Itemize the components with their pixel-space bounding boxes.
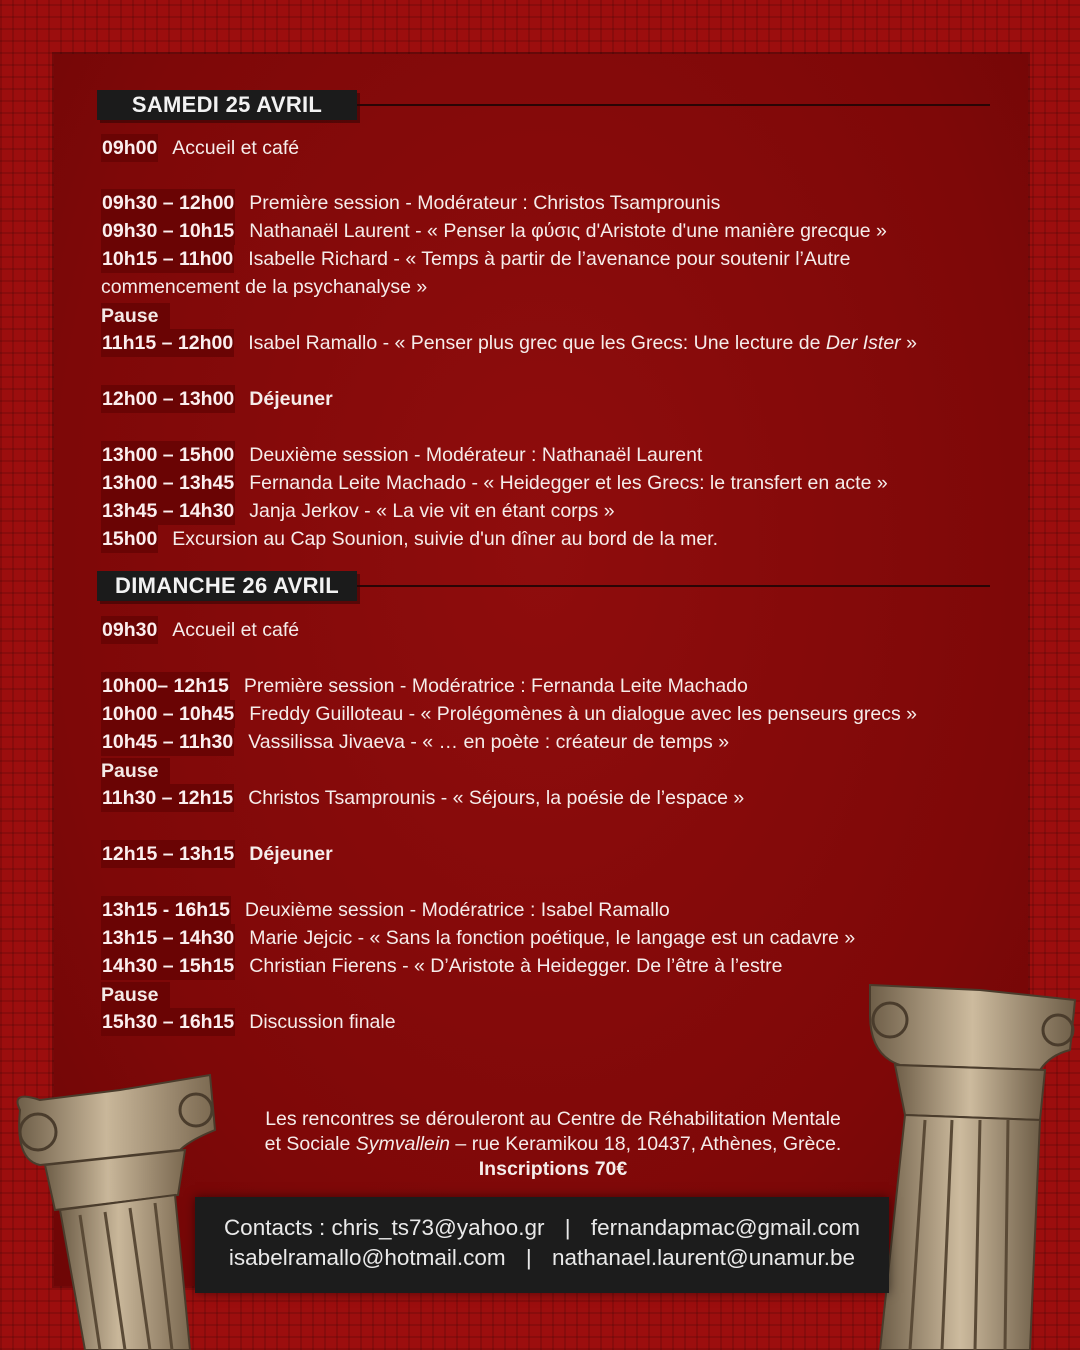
event-text: Vassilissa Jivaeva - « … en poète : créateur de temps »: [248, 731, 730, 753]
registration-fee: Inscriptions 70€: [478, 1158, 628, 1180]
time-label: 09h30 – 10h15: [101, 217, 235, 245]
time-label: 13h15 – 14h30: [101, 924, 235, 952]
event-text: Janja Jerkov - « La vie vit en étant corps »: [249, 500, 615, 522]
event-text: Déjeuner: [249, 843, 333, 865]
time-label: 13h45 – 14h30: [101, 497, 235, 525]
event-text: Accueil et café: [172, 619, 300, 641]
time-label: 11h30 – 12h15: [101, 784, 234, 812]
schedule-row: [101, 525, 718, 553]
time-label: 14h30 – 15h15: [101, 952, 235, 980]
time-label: 09h30: [101, 616, 158, 644]
venue-line-2: [200, 1132, 906, 1157]
event-text: Nathanaël Laurent - « Penser la φύσις d'Aristote d'une manière grecque »: [249, 220, 887, 242]
time-label: 13h15 - 16h15: [101, 896, 231, 924]
contacts-line-2: [195, 1243, 889, 1273]
time-label: 12h15 – 13h15: [101, 840, 235, 868]
day-title: SAMEDI 25 AVRIL: [97, 90, 357, 120]
event-text: Deuxième session - Modératrice : Isabel Ramallo: [244, 899, 670, 921]
schedule-row: [101, 728, 729, 756]
divider: [357, 585, 990, 587]
event-text: Accueil et café: [172, 137, 300, 159]
schedule-row: [101, 385, 333, 413]
schedule-row: [101, 672, 748, 700]
schedule-row: [101, 896, 670, 924]
venue-text: et Sociale: [264, 1133, 356, 1155]
time-label: 10h00 – 10h45: [101, 700, 235, 728]
separator: |: [564, 1215, 571, 1240]
day-header-saturday: [97, 90, 990, 120]
left-column-icon: [0, 1070, 225, 1350]
time-label: 10h45 – 11h30: [101, 728, 234, 756]
schedule-row: [101, 840, 333, 868]
schedule-row: [101, 616, 299, 644]
schedule-row: [101, 189, 720, 217]
schedule-row: [101, 1008, 396, 1036]
contacts-line-1: [195, 1213, 889, 1243]
time-label: 09h30 – 12h00: [101, 189, 235, 217]
venue-address: – rue Keramikou 18, 10437, Athènes, Grèce.: [450, 1133, 842, 1155]
event-text: Isabel Ramallo - « Penser plus grec que les Grecs: Une lecture de: [248, 332, 826, 354]
divider: [357, 104, 990, 106]
event-text: Discussion finale: [249, 1011, 396, 1033]
venue-name: Symvallein: [355, 1133, 451, 1155]
event-text: Première session - Modérateur : Christos Tsamprounis: [249, 192, 721, 214]
event-text: Christos Tsamprounis - « Séjours, la poésie de l’espace »: [248, 787, 745, 809]
schedule-row: [101, 952, 783, 980]
event-text: Première session - Modératrice : Fernanda Leite Machado: [243, 675, 748, 697]
separator: |: [525, 1245, 532, 1270]
schedule-row: [101, 924, 855, 952]
time-label: 13h00 – 15h00: [101, 441, 235, 469]
event-text: Excursion au Cap Sounion, suivie d'un dîner au bord de la mer.: [172, 528, 719, 550]
event-text: Isabelle Richard - « Temps à partir de l’avenance pour soutenir l’Autre commencement de la psychanalyse »: [101, 248, 851, 298]
event-text-end: »: [900, 332, 917, 354]
day-header-sunday: [97, 571, 990, 601]
schedule-row: [101, 469, 888, 497]
time-label: 11h15 – 12h00: [101, 329, 234, 357]
event-text: Christian Fierens - « D’Aristote à Heidegger. De l’être à l’estre: [249, 955, 783, 977]
event-text: Déjeuner: [249, 388, 333, 410]
day-title: DIMANCHE 26 AVRIL: [97, 571, 357, 601]
email-link[interactable]: nathanael.laurent@unamur.be: [552, 1245, 856, 1270]
contacts-label: Contacts :: [223, 1215, 326, 1240]
venue-line-1: Les rencontres se dérouleront au Centre de Réhabilitation Mentale: [265, 1108, 841, 1130]
time-label: 15h30 – 16h15: [101, 1008, 235, 1036]
pause-label: Pause: [101, 303, 170, 329]
email-link[interactable]: chris_ts73@yahoo.gr: [331, 1215, 545, 1240]
event-text: Fernanda Leite Machado - « Heidegger et les Grecs: le transfert en acte »: [249, 472, 888, 494]
event-text: Deuxième session - Modérateur : Nathanaël Laurent: [249, 444, 703, 466]
schedule-row: [101, 329, 917, 357]
pause-label: Pause: [101, 758, 170, 784]
schedule-row: [101, 700, 917, 728]
time-label: 15h00: [101, 525, 158, 553]
schedule-row: [101, 784, 744, 812]
contacts-box: [195, 1197, 889, 1293]
schedule-row: [101, 497, 615, 525]
time-label: 10h15 – 11h00: [101, 245, 234, 273]
time-label: 10h00– 12h15: [101, 672, 230, 700]
venue-info: [200, 1107, 906, 1182]
schedule-row: [101, 217, 887, 245]
pause-label: Pause: [101, 982, 170, 1008]
event-text: Freddy Guilloteau - « Prolégomènes à un dialogue avec les penseurs grecs »: [249, 703, 917, 725]
schedule-row: [101, 441, 702, 469]
time-label: 09h00: [101, 134, 158, 162]
schedule-row: [101, 245, 951, 301]
time-label: 13h00 – 13h45: [101, 469, 235, 497]
schedule-row: [101, 134, 299, 162]
event-text: Marie Jejcic - « Sans la fonction poétique, le langage est un cadavre »: [249, 927, 856, 949]
email-link[interactable]: isabelramallo@hotmail.com: [228, 1245, 506, 1270]
event-text-italic: Der Ister: [825, 332, 901, 354]
email-link[interactable]: fernandapmac@gmail.com: [590, 1215, 861, 1240]
time-label: 12h00 – 13h00: [101, 385, 235, 413]
